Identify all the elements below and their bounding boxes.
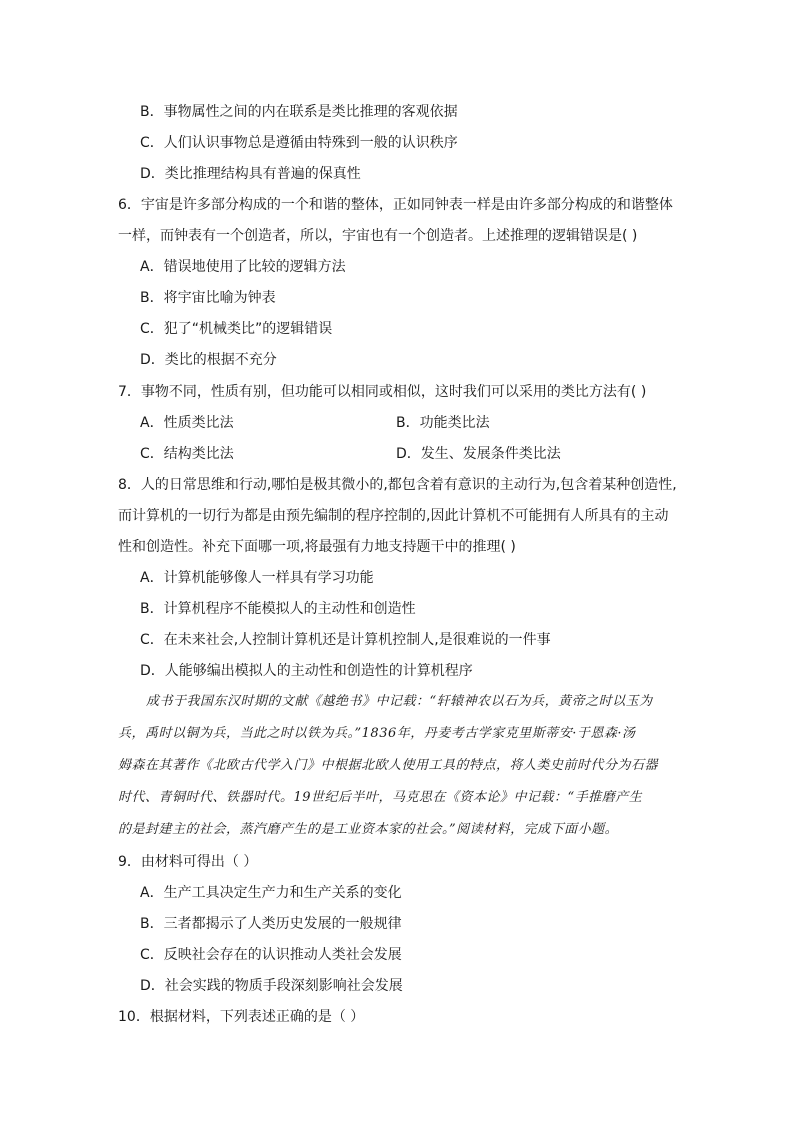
question-10-stem: 10．根据材料，下列表述正确的是（ ） xyxy=(118,1009,365,1025)
question-6-option-c[interactable]: C．犯了“机械类比”的逻辑错误 xyxy=(140,321,333,337)
material-line-5: 的是封建主的社会，蒸汽磨产生的是工业资本家的社会。”阅读材料，完成下面小题。 xyxy=(118,822,619,837)
question-6-option-b[interactable]: B．将宇宙比喻为钟表 xyxy=(140,290,276,306)
question-8-option-a[interactable]: A．计算机能够像人一样具有学习功能 xyxy=(140,570,374,586)
material-line-1: 成书于我国东汉时期的文献《越绝书》中记载：“轩辕神农以石为兵，黄帝之时以玉为 xyxy=(146,694,653,709)
question-9-option-c[interactable]: C．反映社会存在的认识推动人类社会发展 xyxy=(140,947,402,963)
question-7-option-b[interactable]: B．功能类比法 xyxy=(396,415,490,431)
question-8-option-c[interactable]: C．在未来社会,人控制计算机还是计算机控制人,是很难说的一件事 xyxy=(140,632,551,648)
question-7-option-c[interactable]: C．结构类比法 xyxy=(140,446,234,462)
question-7-option-d[interactable]: D．发生、发展条件类比法 xyxy=(396,446,561,462)
question-7-option-a[interactable]: A．性质类比法 xyxy=(140,415,234,431)
question-9-option-b[interactable]: B．三者都揭示了人类历史发展的一般规律 xyxy=(140,916,402,932)
material-line-2: 兵，禹时以铜为兵，当此之时以铁为兵。”1836年，丹麦考古学家克里斯蒂安·于恩森·汤 xyxy=(118,726,636,741)
question-6-option-a[interactable]: A．错误地使用了比较的逻辑方法 xyxy=(140,259,346,275)
material-line-4: 时代、青铜时代、铁器时代。19世纪后半叶，马克思在《资本论》中记载：“手推磨产生 xyxy=(118,790,643,805)
question-8-option-b[interactable]: B．计算机程序不能模拟人的主动性和创造性 xyxy=(140,601,416,617)
question-9-option-d[interactable]: D．社会实践的物质手段深刻影响社会发展 xyxy=(140,978,403,994)
question-6-stem-line-1: 6．宇宙是许多部分构成的一个和谐的整体，正如同钟表一样是由许多部分构成的和谐整体 xyxy=(118,197,673,213)
option-c[interactable]: C．人们认识事物总是遵循由特殊到一般的认识秩序 xyxy=(140,135,458,151)
question-6-option-d[interactable]: D．类比的根据不充分 xyxy=(140,352,277,368)
option-b[interactable]: B．事物属性之间的内在联系是类比推理的客观依据 xyxy=(140,104,458,120)
question-7-stem: 7．事物不同，性质有别，但功能可以相同或相似，这时我们可以采用的类比方法有( ) xyxy=(118,384,647,400)
option-d[interactable]: D．类比推理结构具有普遍的保真性 xyxy=(140,166,361,182)
question-8-stem-line-1: 8．人的日常思维和行动,哪怕是极其微小的,都包含着有意识的主动行为,包含着某种创造性, xyxy=(118,477,677,493)
question-9-stem: 9．由材料可得出（ ） xyxy=(118,854,258,870)
material-line-3: 姆森在其著作《北欧古代学入门》中根据北欧人使用工具的特点，将人类史前时代分为石器 xyxy=(118,758,659,773)
question-9-option-a[interactable]: A．生产工具决定生产力和生产关系的变化 xyxy=(140,885,402,901)
question-8-stem-line-3: 性和创造性。补充下面哪一项,将最强有力地支持题干中的推理( ) xyxy=(118,539,516,555)
question-8-stem-line-2: 而计算机的一切行为都是由预先编制的程序控制的,因此计算机不可能拥有人所具有的主动 xyxy=(118,508,669,524)
question-6-stem-line-2: 一样，而钟表有一个创造者，所以，宇宙也有一个创造者。上述推理的逻辑错误是( ) xyxy=(118,228,638,244)
question-8-option-d[interactable]: D．人能够编出模拟人的主动性和创造性的计算机程序 xyxy=(140,663,473,679)
